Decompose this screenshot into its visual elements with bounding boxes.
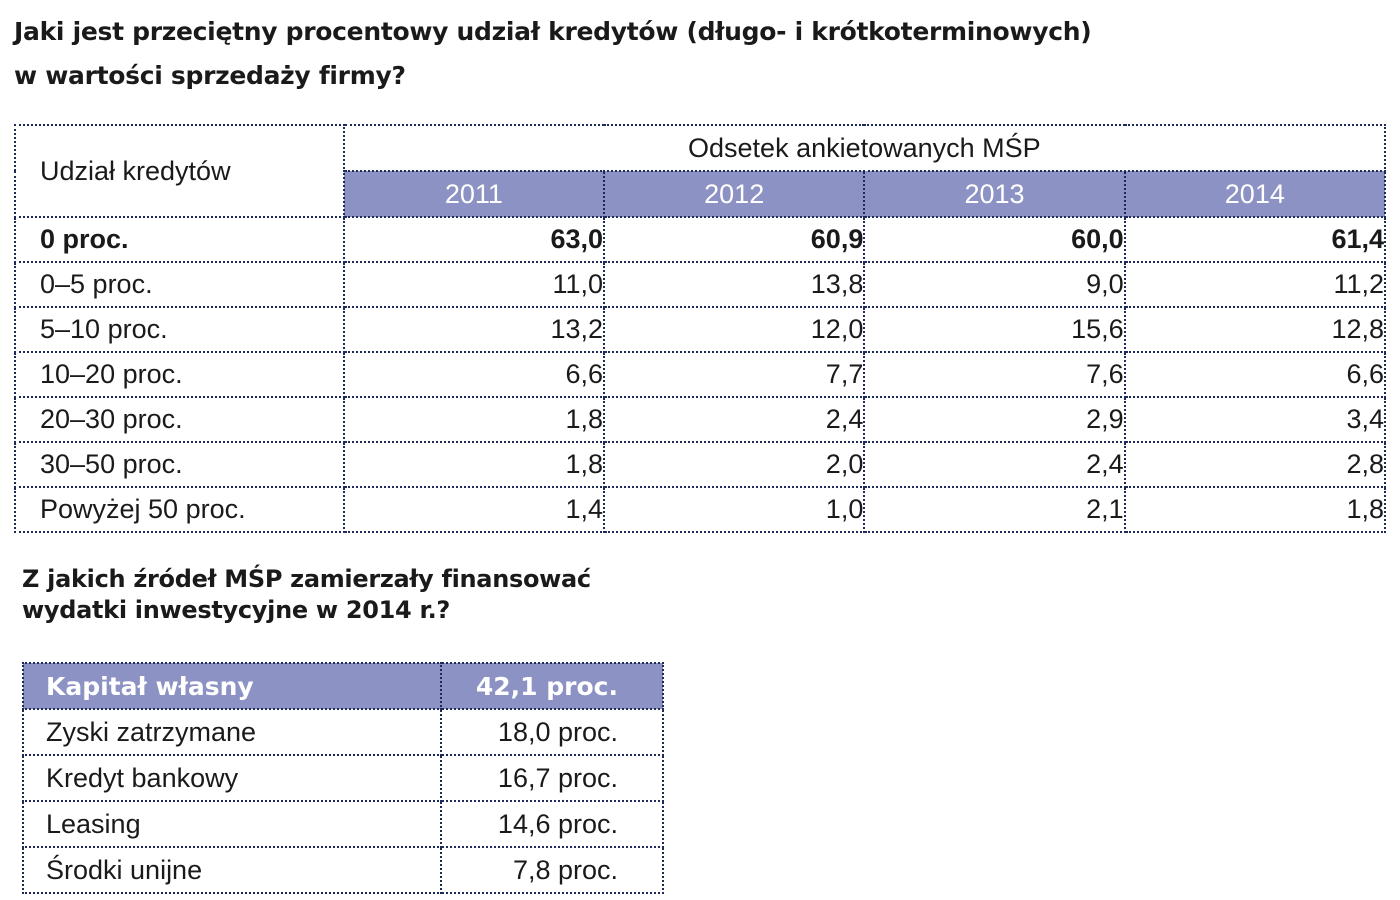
value-cell: [344, 397, 604, 442]
table-row: [15, 352, 1385, 397]
row-label: 20–30 proc.: [15, 397, 344, 442]
value-text: 12,8: [1331, 314, 1384, 344]
value-text: 12,0: [810, 314, 864, 344]
value-cell: [864, 442, 1124, 487]
funding-sources-table: [22, 662, 664, 894]
table-row: [15, 307, 1385, 352]
value-cell: [344, 217, 604, 262]
section-title-line-1: Z jakich źródeł MŚP zamierzały finansować: [22, 565, 591, 593]
value-cell: [344, 307, 604, 352]
source-label: Kapitał własny: [23, 663, 441, 709]
value-text: 9,0: [1086, 269, 1124, 299]
value-text: 1,0: [825, 494, 864, 524]
source-label: Zyski zatrzymane: [23, 709, 441, 755]
source-label: Leasing: [23, 801, 441, 847]
value-text: 3,4: [1346, 404, 1384, 434]
value-cell: [604, 307, 864, 352]
value-cell: [864, 487, 1124, 532]
value-cell: [604, 352, 864, 397]
source-value: 42,1 proc.: [441, 663, 663, 709]
page-title: [14, 10, 1384, 98]
value-text: 1,4: [565, 494, 604, 524]
value-text: 7,7: [825, 359, 864, 389]
value-text: 61,4: [1331, 224, 1384, 254]
value-text: 13,8: [810, 269, 864, 299]
value-text: 2,9: [1086, 404, 1124, 434]
value-cell: [1125, 352, 1385, 397]
value-text: 11,0: [552, 269, 604, 299]
row-label: Powyżej 50 proc.: [15, 487, 344, 532]
source-value: 7,8 proc.: [441, 847, 663, 893]
year-header: 2014: [1125, 171, 1385, 217]
row-label: 5–10 proc.: [15, 307, 344, 352]
value-text: 13,2: [550, 314, 604, 344]
table-row: [23, 847, 663, 893]
source-value: 16,7 proc.: [441, 755, 663, 801]
year-header: 2013: [864, 171, 1124, 217]
value-text: 6,6: [1346, 359, 1384, 389]
value-cell: [604, 397, 864, 442]
row-label: 0–5 proc.: [15, 262, 344, 307]
row-label: 30–50 proc.: [15, 442, 344, 487]
table-row: [23, 755, 663, 801]
value-cell: [604, 262, 864, 307]
value-text: 1,8: [565, 449, 604, 479]
row-header: Udział kredytów: [15, 125, 344, 217]
source-value: 14,6 proc.: [441, 801, 663, 847]
year-header: 2011: [344, 171, 604, 217]
table-header-row: [23, 663, 663, 709]
table-row: [15, 262, 1385, 307]
source-value: 18,0 proc.: [441, 709, 663, 755]
year-header: 2012: [604, 171, 864, 217]
section-title: [22, 564, 722, 626]
value-text: 60,0: [1071, 224, 1124, 254]
row-label: 0 proc.: [15, 217, 344, 262]
title-line-1: Jaki jest przeciętny procentowy udział kredytów (długo- i krótkoterminowych): [14, 17, 1092, 46]
value-cell: [1125, 217, 1385, 262]
value-text: 60,9: [810, 224, 864, 254]
table-row: [15, 487, 1385, 532]
value-text: 6,6: [565, 359, 604, 389]
value-text: 1,8: [1346, 494, 1384, 524]
value-cell: [344, 352, 604, 397]
value-cell: [604, 442, 864, 487]
value-cell: [864, 307, 1124, 352]
table-row: [23, 709, 663, 755]
value-cell: [864, 397, 1124, 442]
table-row: [23, 801, 663, 847]
table-row: [15, 397, 1385, 442]
value-cell: [1125, 397, 1385, 442]
value-cell: [1125, 307, 1385, 352]
value-cell: [864, 262, 1124, 307]
value-text: 2,1: [1086, 494, 1124, 524]
source-label: Środki unijne: [23, 847, 441, 893]
source-label: Kredyt bankowy: [23, 755, 441, 801]
value-cell: [864, 217, 1124, 262]
value-text: 11,2: [1333, 269, 1384, 299]
credit-share-table: [14, 124, 1386, 533]
value-text: 2,4: [825, 404, 864, 434]
table-row: [15, 442, 1385, 487]
value-cell: [344, 442, 604, 487]
value-text: 2,4: [1086, 449, 1124, 479]
value-text: 7,6: [1086, 359, 1124, 389]
value-cell: [1125, 262, 1385, 307]
value-cell: [864, 352, 1124, 397]
value-cell: [604, 217, 864, 262]
value-text: 15,6: [1071, 314, 1124, 344]
value-text: 1,8: [565, 404, 604, 434]
value-cell: [1125, 442, 1385, 487]
group-header: Odsetek ankietowanych MŚP: [344, 125, 1385, 171]
value-cell: [604, 487, 864, 532]
value-cell: [344, 262, 604, 307]
value-cell: [344, 487, 604, 532]
value-text: 63,0: [550, 224, 604, 254]
value-text: 2,0: [825, 449, 864, 479]
section-title-line-2: wydatki inwestycyjne w 2014 r.?: [22, 596, 451, 624]
value-text: 2,8: [1346, 449, 1384, 479]
title-line-2: w wartości sprzedaży firmy?: [14, 61, 406, 90]
row-label: 10–20 proc.: [15, 352, 344, 397]
value-cell: [1125, 487, 1385, 532]
table-row: [15, 217, 1385, 262]
